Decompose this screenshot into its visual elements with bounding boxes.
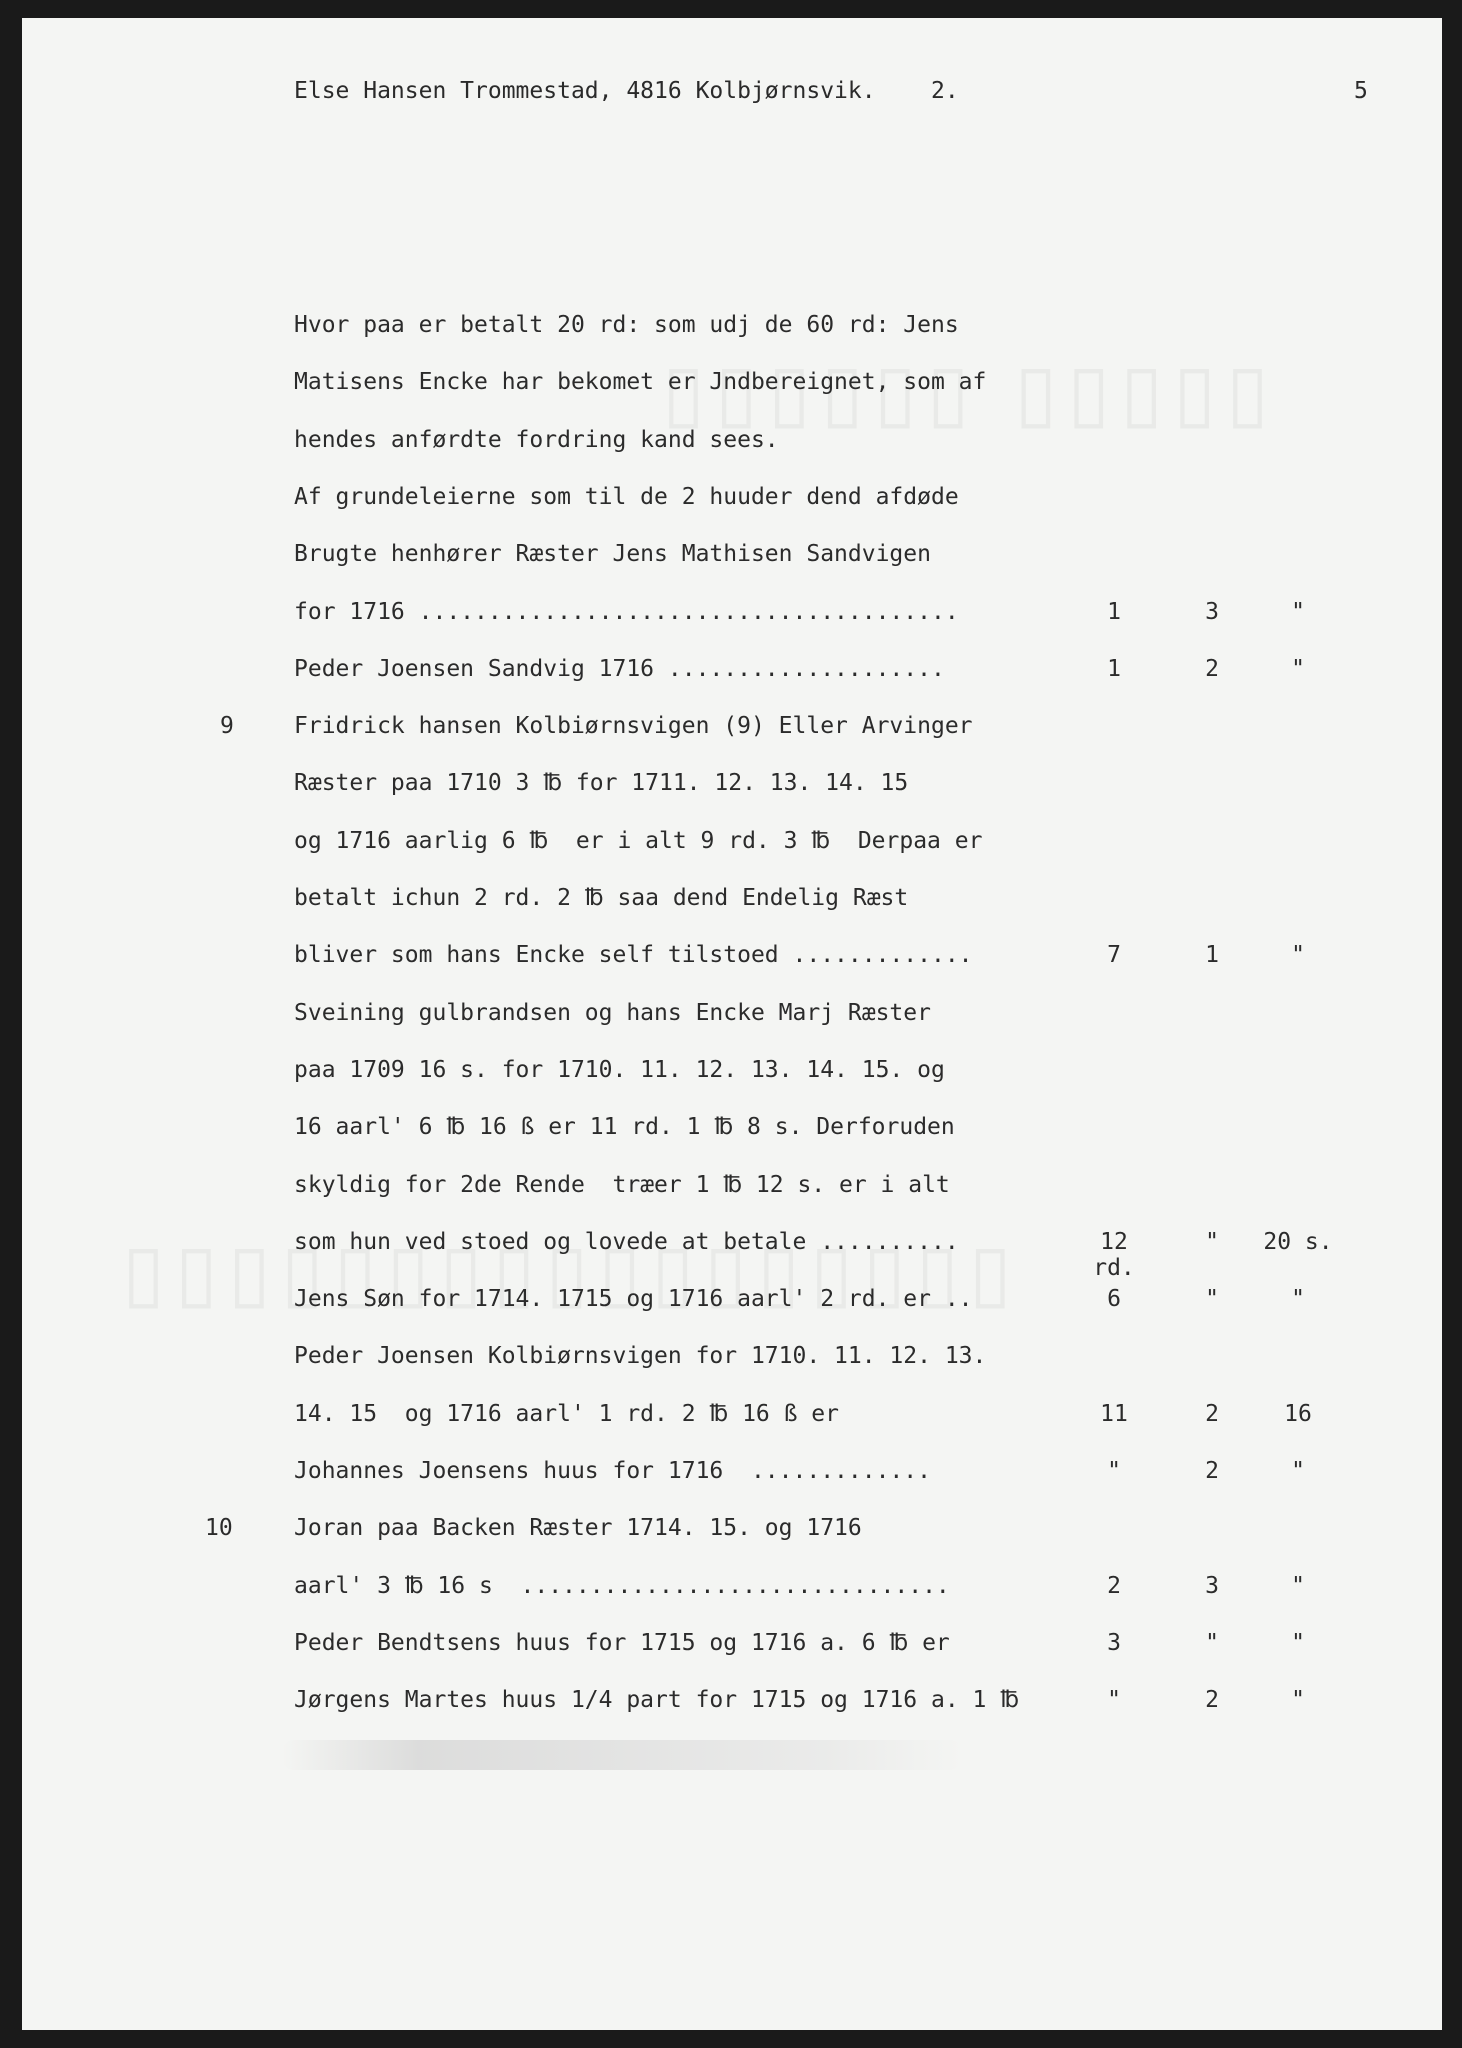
ledger-line-text: 14. 15 og 1716 aarl' 1 rd. 2 ℔ 16 ß er — [294, 1401, 840, 1427]
ledger-line-text: aarl' 3 ℔ 16 s ............................... — [294, 1573, 950, 1599]
amount-c2: " — [1205, 1286, 1219, 1312]
ledger-line-text: Peder Bendtsens huus for 1715 og 1716 a. 6 ℔ er — [294, 1630, 950, 1656]
ledger-line-text: Joran paa Backen Ræster 1714. 15. og 1716 — [294, 1515, 862, 1541]
margin-entry-number: 9 — [220, 713, 234, 739]
amount-c3: " — [1291, 656, 1305, 682]
ledger-line-text: Matisens Encke har bekomet er Jndbereignet, som af — [294, 369, 987, 395]
amount-c1: 3 — [1107, 1630, 1121, 1656]
ledger-line-text: Ræster paa 1710 3 ℔ for 1711. 12. 13. 14. 15 — [294, 770, 909, 796]
amount-c2: 1 — [1205, 942, 1219, 968]
amount-c1: 6 — [1107, 1286, 1121, 1312]
margin-entry-number: 10 — [205, 1515, 233, 1541]
ledger-line-text: Peder Joensen Kolbiørnsvigen for 1710. 11. 12. 13. — [294, 1343, 987, 1369]
amount-c2: 2 — [1205, 1687, 1219, 1713]
amount-c2: " — [1205, 1630, 1219, 1656]
amount-c3: " — [1291, 599, 1305, 625]
amount-c1: 11 — [1100, 1401, 1128, 1427]
amount-c1: 1 — [1107, 656, 1121, 682]
ledger-line-text: Fridrick hansen Kolbiørnsvigen (9) Eller Arvinger — [294, 713, 973, 739]
ledger-line-text: 16 aarl' 6 ℔ 16 ß er 11 rd. 1 ℔ 8 s. Derforuden — [294, 1114, 955, 1140]
ledger-line-text: hendes anførdte fordring kand sees. — [294, 427, 779, 453]
amount-c3: " — [1291, 942, 1305, 968]
amount-c2: 3 — [1205, 599, 1219, 625]
amount-c3: " — [1291, 1573, 1305, 1599]
ledger-line-text: Peder Joensen Sandvig 1716 .................... — [294, 656, 945, 682]
ledger-line-text: Brugte henhører Ræster Jens Mathisen Sandvigen — [294, 541, 931, 567]
ledger-line-text: Hvor paa er betalt 20 rd: som udj de 60 rd: Jens — [294, 312, 959, 338]
amount-c2: 2 — [1205, 656, 1219, 682]
bottom-smudge — [282, 1740, 962, 1770]
amount-c1: 7 — [1107, 942, 1121, 968]
amount-c1: 12 rd. — [1093, 1229, 1135, 1281]
ledger-line-text: for 1716 ....................................... — [294, 599, 959, 625]
amount-c2: 2 — [1205, 1458, 1219, 1484]
document-page — [22, 18, 1442, 2030]
amount-c1: " — [1107, 1687, 1121, 1713]
ledger-line-text: betalt ichun 2 rd. 2 ℔ saa dend Endelig Ræst — [294, 885, 909, 911]
ledger-line-text: Sveining gulbrandsen og hans Encke Marj Ræster — [294, 1000, 931, 1026]
ledger-line-text: paa 1709 16 s. for 1710. 11. 12. 13. 14. 15. og — [294, 1057, 945, 1083]
ledger-line-text: skyldig for 2de Rende træer 1 ℔ 12 s. er i alt — [294, 1172, 950, 1198]
ledger-line-text: Jørgens Martes huus 1/4 part for 1715 og 1716 a. 1 ℔ — [294, 1687, 1020, 1713]
amount-c1: " — [1107, 1458, 1121, 1484]
amount-c1: 2 — [1107, 1573, 1121, 1599]
amount-c2: 3 — [1205, 1573, 1219, 1599]
page-number: 5 — [1354, 78, 1368, 104]
document-header: Else Hansen Trommestad, 4816 Kolbjørnsvik. 2. — [294, 78, 959, 104]
amount-c2: 2 — [1205, 1401, 1219, 1427]
amount-c3: 20 s. — [1263, 1229, 1333, 1255]
amount-c2: " — [1205, 1229, 1219, 1255]
amount-c3: " — [1291, 1458, 1305, 1484]
ledger-line-text: bliver som hans Encke self tilstoed ............. — [294, 942, 973, 968]
amount-c3: 16 — [1284, 1401, 1312, 1427]
amount-c1: 1 — [1107, 599, 1121, 625]
ledger-line-text: Jens Søn for 1714. 1715 og 1716 aarl' 2 rd. er .. — [294, 1286, 973, 1312]
ledger-line-text: og 1716 aarlig 6 ℔ er i alt 9 rd. 3 ℔ Derpaa er — [294, 828, 983, 854]
ledger-line-text: som hun ved stoed og lovede at betale .......... — [294, 1229, 959, 1255]
ledger-line-text: Af grundeleierne som til de 2 huuder dend afdøde — [294, 484, 959, 510]
amount-c3: " — [1291, 1286, 1305, 1312]
ledger-line-text: Johannes Joensens huus for 1716 ............. — [294, 1458, 931, 1484]
amount-c3: " — [1291, 1630, 1305, 1656]
amount-c3: " — [1291, 1687, 1305, 1713]
